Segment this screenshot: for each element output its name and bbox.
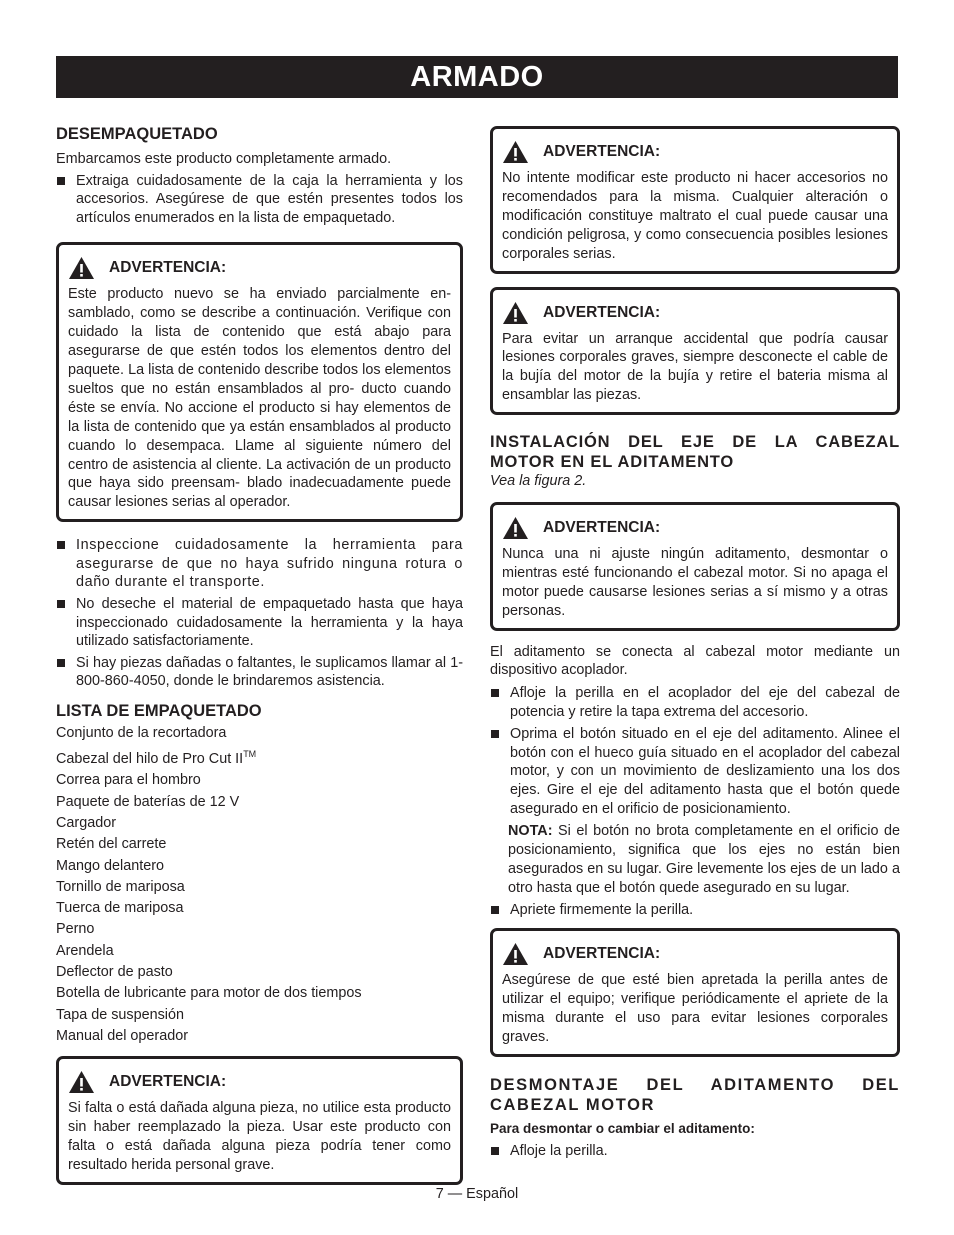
list-item: [56, 536, 463, 592]
right-column: [490, 126, 900, 1161]
warning-triangle-icon: [502, 301, 529, 325]
bullet-text: Oprima el botón situado en el eje del aditamento. Alinee el botón con el hueco guía situado en el acoplador del cabezal motor, y con un movimiento de deslizamiento una los dos ejes. Gire el eje del aditamento hasta que el botón quede asegurado en el orificio de posicionamiento.: [510, 726, 900, 817]
list-item: Paquete de baterías de 12 V: [56, 793, 240, 810]
list-item-text: Cabezal del hilo de Pro Cut II: [56, 751, 244, 768]
list-item: Manual del operador: [56, 1027, 189, 1044]
list-item: Perno: [56, 921, 95, 938]
warning-header: [502, 300, 888, 326]
bullet-text: Afloje la perilla.: [510, 1142, 608, 1159]
inspection-bullets: [56, 536, 463, 691]
bullet-square-icon: [57, 659, 65, 667]
warning-text: Asegúrese de que esté bien apretada la perilla antes de utilizar el equipo; verifique periódicamente el apriete de la misma durante el uso para evitar lesiones corporales graves.: [502, 972, 888, 1046]
install-heading: INSTALACIÓN DEL EJE DE LA CABEZAL MOTOR EN EL ADITAMENTO: [490, 433, 900, 472]
bullet-square-icon: [491, 906, 499, 914]
warning-triangle-icon: [502, 516, 529, 540]
remove-subheading: Para desmontar o cambiar el aditamento:: [490, 1120, 755, 1136]
note-text: Si el botón no brota completamente en el orificio de posicionamiento, significa que los ejes no están bien asegurados en su lugar. Gire levemente los ejes de un lado a otro hasta que el botón quede asegurado en su lugar.: [508, 823, 900, 896]
left-column: [56, 124, 463, 1185]
warning-label: ADVERTENCIA:: [543, 303, 661, 321]
warning-header: [68, 1069, 451, 1095]
warning-label: ADVERTENCIA:: [543, 945, 661, 963]
bullet-text: Apriete firmemente la perilla.: [510, 901, 694, 918]
remove-heading: DESMONTAJE DEL ADITAMENTO DEL CABEZAL MOTOR: [490, 1075, 900, 1114]
page-footer: 7 — Español: [435, 1186, 519, 1202]
list-item: [56, 595, 463, 651]
warning-text: No intente modificar este producto ni hacer accesorios no recomendados para la misma. Cualquier alteración o modificación constituye maltrato el cual puede causar una condición peligrosa, y como consecuencia posibles lesiones corporales serias.: [502, 170, 888, 262]
bullet-square-icon: [57, 600, 65, 608]
list-item: [490, 1142, 900, 1161]
bullet-square-icon: [57, 177, 65, 185]
bullet-text: Si hay piezas dañadas o faltantes, le suplicamos llamar al 1-800-860-4050, donde le brindaremos asistencia.: [76, 654, 463, 690]
warning-triangle-icon: [68, 1070, 95, 1094]
list-item: Tornillo de mariposa: [56, 878, 185, 895]
warning-header: [68, 255, 451, 281]
list-item: Tuerca de mariposa: [56, 900, 184, 917]
warning-label: ADVERTENCIA:: [543, 519, 661, 537]
list-item: [490, 901, 900, 920]
warning-text: Este producto nuevo se ha enviado parcialmente en- samblado, como se describe a continuación. Verifique con cuidado la lista de contenido que está abajo para asegurarse de que estén todos los elementos dentro del paquete. La lista de contenido describe todos los elementos sueltos que no están ensamblados al pro- ducto cuando éste se envía. No accione el producto si hay elementos de la lista de contenido que ya están ensamblados al producto cuando lo desempaca. Llame al siguiente número del centro de asistencia al cliente. La activación de un producto que haya sido preensam- blado inadecuadamente puede causar lesiones serias al operador.: [68, 286, 451, 511]
unpack-bullet: [56, 172, 463, 228]
list-item: [490, 684, 900, 721]
bullet-square-icon: [491, 730, 499, 738]
warning-triangle-icon: [502, 140, 529, 164]
list-item: [490, 725, 900, 818]
warning-triangle-icon: [68, 256, 95, 280]
warning-box-5: [490, 502, 900, 631]
warning-triangle-icon: [502, 942, 529, 966]
packing-list-heading: LISTA DE EMPAQUETADO: [56, 702, 262, 720]
list-item: Correa para el hombro: [56, 772, 201, 789]
packing-list: [56, 723, 463, 1047]
warning-box-4: [490, 287, 900, 416]
list-item: [56, 744, 463, 770]
warning-text: Nunca una ni ajuste ningún aditamento, desmontar o mientras esté funcionando el cabezal motor. Si no apaga el motor puede causarse lesiones serias a sí mismo y a otras personas.: [502, 546, 888, 619]
warning-header: [502, 139, 888, 165]
warning-label: ADVERTENCIA:: [109, 259, 227, 277]
warning-text: Para evitar un arranque accidental que podría causar lesiones corporales graves, siempre desconecte el cable de la bujía del motor de la bujía y retire el bateria misma al ensamblar las piezas.: [502, 330, 888, 404]
warning-header: [502, 515, 888, 541]
bullet-text: No deseche el material de empaquetado hasta que haya inspeccionado cuidadosamente la herramienta y la haya utilizado satisfactoriamente.: [76, 596, 463, 650]
warning-header: [502, 941, 888, 967]
list-item: Conjunto de la recortadora: [56, 725, 227, 741]
warning-label: ADVERTENCIA:: [109, 1073, 227, 1091]
figure-reference: Vea la figura 2.: [490, 473, 587, 490]
unpack-bullet-text: Extraiga cuidadosamente de la caja la herramienta y los accesorios. Asegúrese de que estén presentes todos los artículos enumerados en la lista de empaquetado.: [76, 172, 463, 226]
bullet-square-icon: [491, 1147, 499, 1155]
note-label: NOTA:: [508, 823, 553, 840]
unpack-heading: DESEMPAQUETADO: [56, 125, 218, 143]
list-item: Tapa de suspensión: [56, 1006, 185, 1023]
list-item: Mango delantero: [56, 857, 165, 874]
unpack-intro: Embarcamos este producto completamente armado.: [56, 151, 392, 167]
warning-label: ADVERTENCIA:: [543, 143, 661, 160]
page-title: ARMADO: [56, 56, 898, 98]
install-note: [490, 822, 900, 898]
warning-box-2: [56, 1056, 463, 1185]
trademark-mark: TM: [243, 749, 257, 760]
list-item: Retén del carrete: [56, 836, 167, 853]
install-intro: El aditamento se conecta al cabezal motor mediante un dispositivo acoplador.: [490, 643, 900, 679]
warning-box-1: [56, 242, 463, 522]
bullet-text: Afloje la perilla en el acoplador del eje del cabezal de potencia y retire la tapa extrema del accesorio.: [510, 684, 900, 720]
list-item: Deflector de pasto: [56, 964, 173, 981]
bullet-square-icon: [57, 541, 65, 549]
warning-box-3: [490, 126, 900, 274]
bullet-text: Inspeccione cuidadosamente la herramienta para asegurarse de que no haya sufrido ninguna rotura o daño durante el transporte.: [76, 537, 463, 591]
list-item: Cargador: [56, 814, 116, 831]
bullet-square-icon: [491, 689, 499, 697]
list-item: [56, 654, 463, 691]
warning-box-6: [490, 928, 900, 1057]
list-item: Arendela: [56, 942, 114, 959]
warning-text: Si falta o está dañada alguna pieza, no utilice esta producto sin haber reemplazado la pieza. Usar este producto con falta o está dañada alguna pieza podría tener como resultado herida personal grave.: [68, 1100, 451, 1173]
list-item: Botella de lubricante para motor de dos tiempos: [56, 985, 362, 1002]
